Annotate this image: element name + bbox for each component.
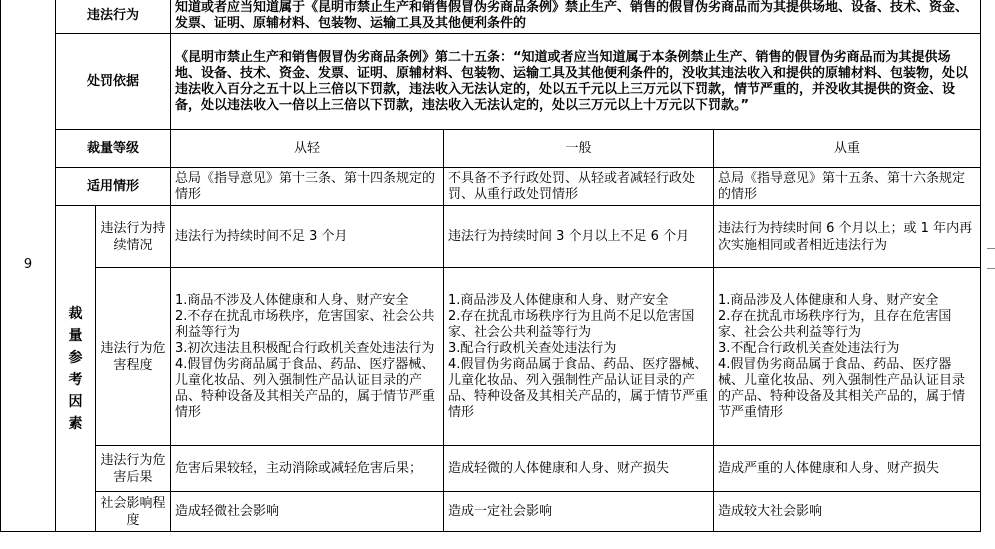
row-number: 9 [23,257,33,272]
social-label: 社会影响程度 [96,492,171,532]
social-row [1,492,981,532]
margin-tick [987,248,995,249]
harm-heavy-item: 4.假冒伪劣商品属于食品、药品、医疗器械、儿童化妆品、列入强制性产品认证目录的产品、特种设备及其相关产品的，属于情节严重情形 [718,356,966,420]
applicable-normal: 不具备不予行政处罚、从轻或者减轻行政处罚、从重行政处罚情形 [444,168,714,206]
harm-row [1,268,981,446]
basis-label: 处罚依据 [56,34,171,130]
harm-normal-item: 3.配合行政机关查处违法行为 [448,340,617,356]
applicable-heavy: 总局《指导意见》第十五条、第十六条规定的情形 [714,168,981,206]
social-light: 造成轻微社会影响 [171,492,444,532]
harm-light [171,268,444,446]
duration-row [1,206,981,268]
grade-heavy: 从重 [714,130,981,168]
duration-label: 违法行为持续情况 [96,206,171,268]
factors-char: 考 [68,371,83,388]
factors-char: 素 [68,415,83,432]
basis-text: 《昆明市禁止生产和销售假冒伪劣商品条例》第二十五条：“知道或者应当知道属于本条例禁止生产、销售的假冒伪劣商品而为其提供场地、设备、技术、资金、发票、证明、原辅材料、包装物、运输工具及其他便利条件的，没收其违法收入和提供的原辅材料、包装物，处以违法收入百分之五十以上三倍以下罚款，违法收入无法认定的，处以五千元以上三万元以下罚款，情节严重的，并没收其提供的资金、设备，处以违法收入一倍以上三倍以下罚款，违法收入无法认定的，处以三万元以上十万元以下罚款。” [171,34,981,130]
consequence-light: 危害后果较轻，主动消除或减轻危害后果； [171,446,444,492]
consequence-normal: 造成轻微的人体健康和人身、财产损失 [444,446,714,492]
applicable-label: 适用情形 [56,168,171,206]
grade-light: 从轻 [171,130,444,168]
harm-normal [444,268,714,446]
harm-heavy-item: 3.不配合行政机关查处违法行为 [718,340,900,356]
harm-heavy-item: 1.商品涉及人体健康和人身、财产安全 [718,292,939,308]
harm-normal-item: 2.存在扰乱市场秩序行为且尚不足以危害国家、社会公共利益等行为 [448,308,695,340]
factors-char: 量 [68,327,83,344]
social-normal: 造成一定社会影响 [444,492,714,532]
factors-char: 参 [68,349,83,366]
harm-light-item: 4.假冒伪劣商品属于食品、药品、医疗器械、儿童化妆品、列入强制性产品认证目录的产品、特种设备及其相关产品的，属于情节严重情形 [175,356,436,420]
harm-light-item: 1.商品不涉及人体健康和人身、财产安全 [175,292,409,308]
duration-light: 违法行为持续时间不足 3 个月 [171,206,444,268]
harm-label: 违法行为危害程度 [96,268,171,446]
harm-normal-item: 4.假冒伪劣商品属于食品、药品、医疗器械、儿童化妆品、列入强制性产品认证目录的产品、特种设备及其相关产品的，属于情节严重情形 [448,356,709,420]
applicable-light: 总局《指导意见》第十三条、第十四条规定的情形 [171,168,444,206]
duration-heavy: 违法行为持续时间 6 个月以上；或 1 年内再次实施相同或者相近违法行为 [714,206,981,268]
violation-text: 知道或者应当知道属于《昆明市禁止生产和销售假冒伪劣商品条例》禁止生产、销售的假冒伪劣商品而为其提供场地、设备、技术、资金、发票、证明、原辅材料、包装物、运输工具及其他便利条件的 [171,0,981,34]
harm-heavy-item: 2.存在扰乱市场秩序行为，且存在危害国家、社会公共利益等行为 [718,308,952,340]
duration-normal: 违法行为持续时间 3 个月以上不足 6 个月 [444,206,714,268]
consequence-heavy: 造成严重的人体健康和人身、财产损失 [714,446,981,492]
social-heavy: 造成较大社会影响 [714,492,981,532]
grade-normal: 一般 [444,130,714,168]
grade-label: 裁量等级 [56,130,171,168]
consequence-label: 违法行为危害后果 [96,446,171,492]
harm-normal-item: 1.商品涉及人体健康和人身、财产安全 [448,292,669,308]
factors-char: 因 [68,393,83,410]
applicable-row [1,168,981,206]
grade-row [1,130,981,168]
harm-light-item: 2.不存在扰乱市场秩序，危害国家、社会公共利益等行为 [175,308,435,340]
factors-label [56,206,96,532]
consequence-row [1,446,981,492]
harm-light-item: 3.初次违法且积极配合行政机关查处违法行为 [175,340,435,356]
violation-label: 违法行为 [56,0,171,34]
harm-heavy [714,268,981,446]
row-number-cell [1,0,56,532]
factors-char: 裁 [68,305,83,322]
margin-tick [987,268,995,269]
violation-row [1,0,981,34]
basis-row [1,34,981,130]
